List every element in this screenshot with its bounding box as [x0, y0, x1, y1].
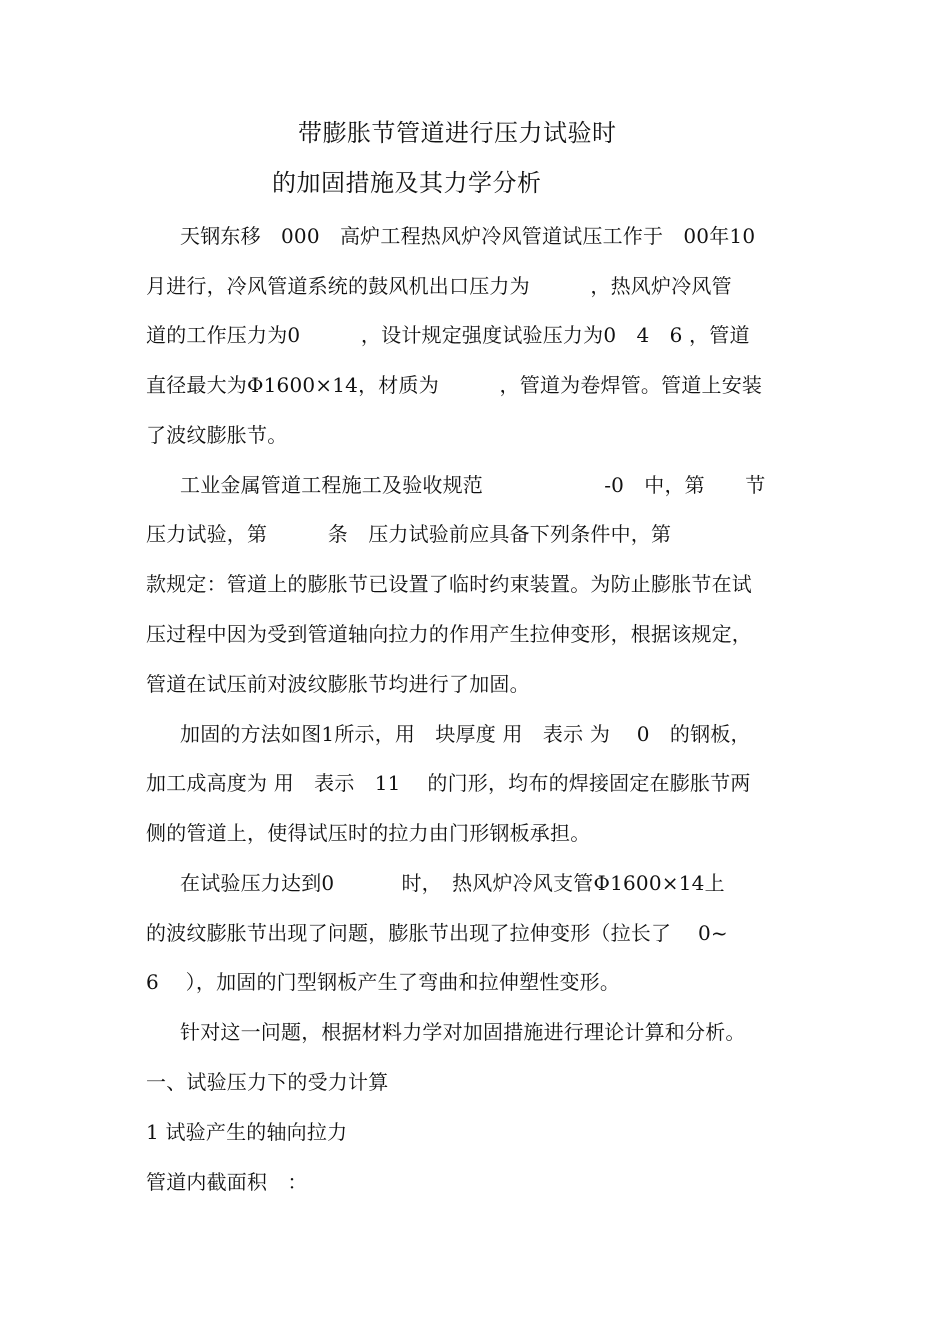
body-line: 针对这一问题，根据材料力学对加固措施进行理论计算和分析。: [180, 1020, 746, 1044]
body-line: 在试验压力达到0 时， 热风炉冷风支管Φ1600×14上: [180, 871, 725, 895]
body-line: 月进行，冷风管道系统的鼓风机出口压力为 ，热风炉冷风管: [146, 274, 732, 298]
document-title-line-1: 带膨胀节管道进行压力试验时: [298, 119, 617, 147]
body-line: 侧的管道上，使得试压时的拉力由门形钢板承担。: [146, 821, 591, 845]
body-line: 6 ），加固的门型钢板产生了弯曲和拉伸塑性变形。: [146, 970, 621, 994]
body-line: 了波纹膨胀节。: [146, 423, 288, 447]
body-line: 天钢东移 000 高炉工程热风炉冷风管道试压工作于 00年10: [180, 224, 756, 248]
document-title-line-2: 的加固措施及其力学分析: [272, 169, 542, 197]
body-line: 工业金属管道工程施工及验收规范 -0 中，第 节: [180, 473, 766, 497]
body-line: 压力试验，第 条 压力试验前应具备下列条件中，第: [146, 522, 672, 546]
body-line: 道的工作压力为0 ，设计规定强度试验压力为0 4 6 ，管道: [146, 323, 750, 347]
subsection-heading: 1 试验产生的轴向拉力: [146, 1120, 348, 1144]
body-line: 款规定：管道上的膨胀节已设置了临时约束装置。为防止膨胀节在试: [146, 572, 752, 596]
body-line: 加固的方法如图1所示，用 块厚度 用 表示 为 0 的钢板，: [180, 722, 751, 746]
body-line: 压过程中因为受到管道轴向拉力的作用产生拉伸变形，根据该规定，: [146, 622, 752, 646]
body-line: 直径最大为Φ1600×14，材质为 ，管道为卷焊管。管道上安装: [146, 373, 763, 397]
section-heading: 一、试验压力下的受力计算: [146, 1070, 389, 1094]
body-line: 管道在试压前对波纹膨胀节均进行了加固。: [146, 672, 530, 696]
body-line: 的波纹膨胀节出现了问题，膨胀节出现了拉伸变形（拉长了 0~: [146, 921, 728, 945]
body-line: 加工成高度为 用 表示 11 的门形，均布的焊接固定在膨胀节两: [146, 771, 751, 795]
body-line: 管道内截面积 ：: [146, 1170, 308, 1194]
